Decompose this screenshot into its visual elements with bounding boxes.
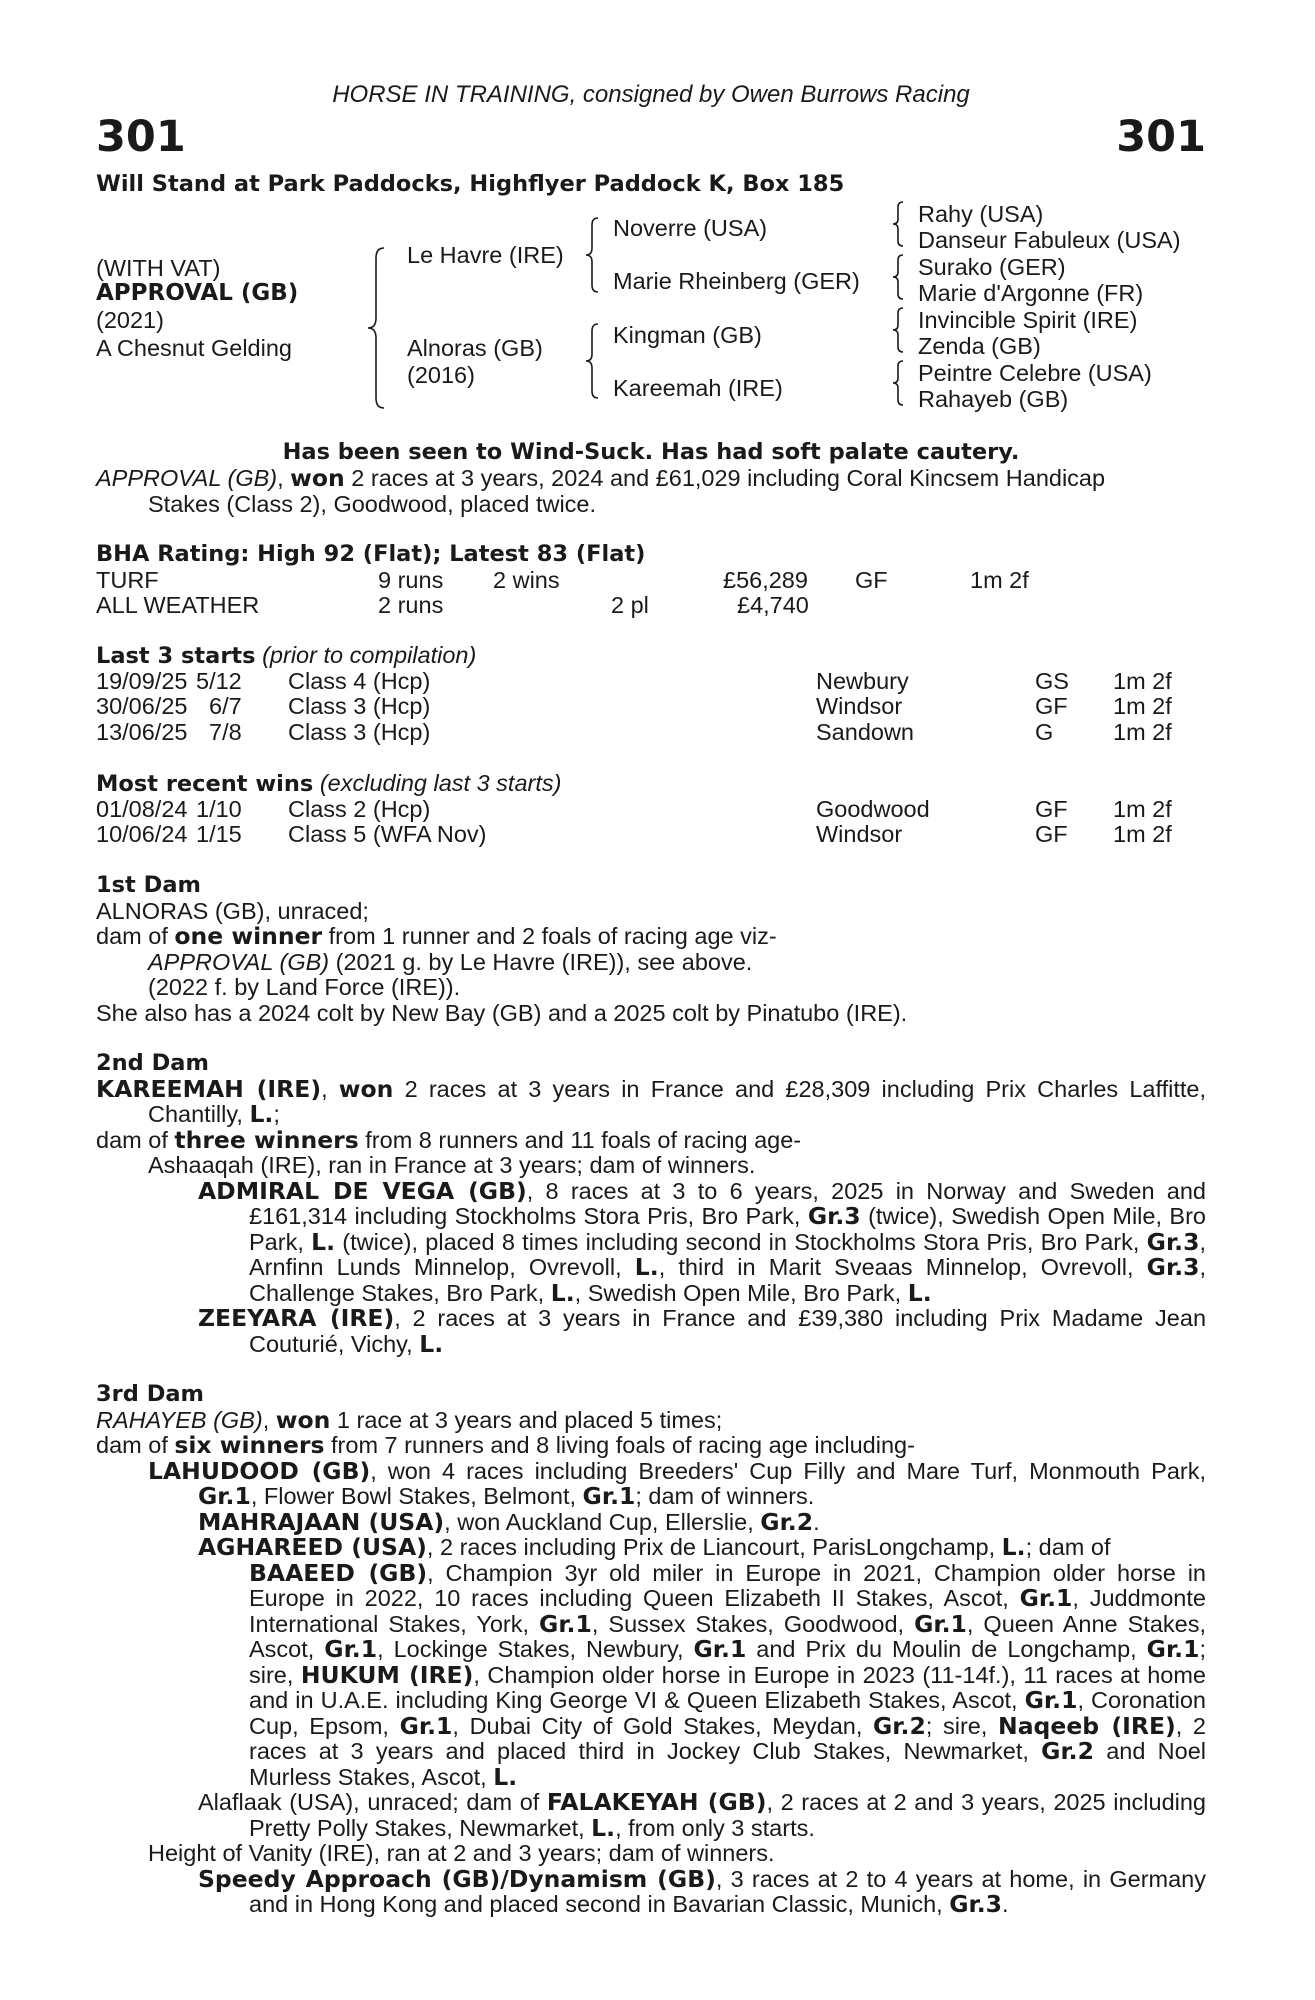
pedigree-sire-dam: Marie Rheinberg (GER) [613,268,860,294]
horse-year: (2021) [96,307,164,333]
wind-notice: Has been seen to Wind-Suck. Has had soft palate cautery. [282,439,1020,465]
pedigree-ggs-3: Invincible Spirit (IRE) [918,307,1138,333]
dam3-para-1: RAHAYEB (GB), won 1 race at 3 years and placed 5 times; [96,1405,723,1434]
pedigree-dam-year: (2016) [407,362,475,388]
dam3-para-3: LAHUDOOD (GB), won 4 races including Breeders' Cup Filly and Mare Turf, Monmouth Park, Gr.1, Flower Bowl Stakes, Belmont, Gr.1; dam of winners. [148,1456,1207,1510]
dam2-para-5: ZEEYARA (IRE), 2 races at 3 years in France and £39,380 including Prix Madame Jean Couturié, Vichy, L. [198,1304,1207,1358]
stabling-location: Will Stand at Park Paddocks, Highflyer Paddock K, Box 185 [96,171,845,197]
dam3-para-9: Speedy Approach (GB)/Dynamism (GB), 3 races at 2 to 4 years at home, in Germany and in Hong Kong and placed second in Bavarian Classic, Munich, Gr.3. [198,1864,1206,1918]
race-summary: APPROVAL (GB), won 2 races at 3 years, 2024 and £61,029 including Coral Kincsem Handicap Stakes (Class 2), Goodwood, placed twice. [96,466,1206,517]
horse-description: A Chesnut Gelding [96,335,292,361]
dam1-line-3: APPROVAL (GB) (2021 g. by Le Havre (IRE)), see above. [148,948,753,975]
dam2-heading: 2nd Dam [96,1050,209,1076]
pedigree-brace-sire [584,216,600,294]
dam2-para-2: dam of three winners from 8 runners and 11 foals of racing age- [96,1125,802,1154]
dam3-heading: 3rd Dam [96,1381,204,1407]
dam2-para-3: Ashaaqah (IRE), ran in France at 3 years; dam of winners. [148,1152,756,1178]
dam3-para-7: Alaflaak (USA), unraced; dam of FALAKEYAH (GB), 2 races at 2 and 3 years, 2025 including Pretty Polly Stakes, Newmarket, L., from only 3 starts. [198,1788,1206,1842]
first-dam-section [96,873,1206,1026]
recent-wins-section [96,771,1206,848]
pedigree-brace-ss [891,200,905,248]
dam3-para-8: Height of Vanity (IRE), ran at 2 and 3 years; dam of winners. [148,1840,775,1866]
rating-row-turf: TURF 9 runs 2 wins £56,289 GF 1m 2f [96,566,1029,593]
pedigree-ggs-2: Surako (GER) [918,254,1066,280]
rating-section [96,542,1206,619]
pedigree-ggs-1: Rahy (USA) [918,201,1044,227]
dam1-line-1: ALNORAS (GB), unraced; [96,897,369,924]
pedigree-dam: Alnoras (GB) [407,335,543,361]
recent-row: 01/08/24 1/10 Class 2 (Hcp) Goodwood GF 1m 2f [96,795,1172,822]
recent-note: (excluding last 3 starts) [319,770,562,796]
lot-number-right: 301 [1116,112,1206,162]
vat-note: (WITH VAT) [96,255,221,281]
consignor-title: HORSE IN TRAINING, consigned by Owen Burrows Racing [332,81,970,108]
last3-row: 13/06/25 7/8 Class 3 (Hcp) Sandown G 1m 2f [96,718,1172,745]
pedigree-brace-ds [891,306,905,354]
pedigree-brace-main [366,246,386,410]
pedigree-brace-sd [891,253,905,301]
rating-row-aw: ALL WEATHER 2 runs 2 pl £4,740 [96,592,809,618]
last3-heading: Last 3 starts [96,643,256,669]
pedigree-ggd-1: Danseur Fabuleux (USA) [918,227,1181,253]
dam1-line-2: dam of one winner from 1 runner and 2 foals of racing age viz- [96,922,777,950]
dam2-para-1: KAREEMAH (IRE), won 2 races at 3 years in France and £28,309 including Prix Charles Laffitte, Chantilly, L.; [96,1074,1206,1128]
pedigree-ggd-3: Zenda (GB) [918,333,1041,359]
dam3-para-5: AGHAREED (USA), 2 races including Prix de Liancourt, ParisLongchamp, L.; dam of [198,1533,1111,1561]
pedigree-dam-dam: Kareemah (IRE) [613,375,783,401]
pedigree-brace-dam [584,322,600,400]
pedigree-brace-dd [891,359,905,407]
dam3-para-2: dam of six winners from 7 runners and 8 living foals of racing age including- [96,1431,915,1459]
pedigree-ggd-2: Marie d'Argonne (FR) [918,280,1144,306]
summary-won: won [290,464,345,492]
dam3-para-4: MAHRAJAAN (USA), won Auckland Cup, Ellerslie, Gr.2. [198,1507,820,1536]
pedigree-sire: Le Havre (IRE) [407,242,564,268]
dam3-para-6: BAAEED (GB), Champion 3yr old miler in Europe in 2021, Champion older horse in Europe in 2022, 10 races including Queen Elizabeth II Stakes, Ascot, Gr.1, Juddmonte International Stakes, York, Gr.1, Sussex Stakes, Goodwood, Gr.1, Queen Anne Stakes, Ascot, Gr.1, Lockinge Stakes, Newbury, Gr.1 and Prix du Moulin de Longchamp, Gr.1; sire, HUKUM (IRE), Champion older horse in Europe in 2023 (11-14f.), 11 races at home and in U.A.E. including King George VI & Queen Elizabeth Stakes, Ascot, Gr.1, Coronation Cup, Epsom, Gr.1, Dubai City of Gold Stakes, Meydan, Gr.2; sire, Naqeeb (IRE), 2 races at 3 years and placed third in Jockey Club Stakes, Newmarket, Gr.2 and Noel Murless Stakes, Ascot, L. [249,1558,1206,1791]
horse-name: APPROVAL (GB) [96,280,299,306]
summary-text-1: 2 races at 3 years, 2024 and £61,029 including Coral Kincsem Handicap [344,465,1106,491]
last-starts-section [96,643,1206,745]
last3-note: (prior to compilation) [262,642,477,668]
dam2-para-4: ADMIRAL DE VEGA (GB), 8 races at 3 to 6 years, 2025 in Norway and Sweden and £161,314 including Stockholms Stora Pris, Bro Park, Gr.3 (twice), Swedish Open Mile, Bro Park, L. (twice), placed 8 times including second in Stockholms Stora Pris, Bro Park, Gr.3, Arnfinn Lunds Minnelop, Ovrevoll, L., third in Marit Sveaas Minnelop, Ovrevoll, Gr.3, Challenge Stakes, Bro Park, L., Swedish Open Mile, Bro Park, L. [198,1176,1207,1307]
dam1-heading: 1st Dam [96,872,201,898]
dam1-line-4: (2022 f. by Land Force (IRE)). [148,974,461,1000]
catalogue-page [96,0,1206,2000]
recent-heading: Most recent wins [96,771,314,797]
dam1-line-5: She also has a 2024 colt by New Bay (GB) and a 2025 colt by Pinatubo (IRE). [96,999,908,1026]
rating-heading: BHA Rating: High 92 (Flat); Latest 83 (Flat) [96,541,646,567]
summary-text-2: Stakes (Class 2), Goodwood, placed twice. [148,490,597,517]
last3-row: 19/09/25 5/12 Class 4 (Hcp) Newbury GS 1m 2f [96,667,1172,694]
pedigree-sire-sire: Noverre (USA) [613,215,768,241]
third-dam-section [96,1382,1206,1918]
pedigree-ggd-4: Rahayeb (GB) [918,386,1069,412]
pedigree-dam-sire: Kingman (GB) [613,322,762,348]
recent-row: 10/06/24 1/15 Class 5 (WFA Nov) Windsor GF 1m 2f [96,821,1172,847]
summary-horse-name: APPROVAL (GB) [96,465,278,491]
second-dam-section [96,1051,1206,1357]
last3-row: 30/06/25 6/7 Class 3 (Hcp) Windsor GF 1m 2f [96,693,1172,719]
pedigree-ggs-4: Peintre Celebre (USA) [918,360,1152,386]
lot-number-left: 301 [96,112,186,162]
